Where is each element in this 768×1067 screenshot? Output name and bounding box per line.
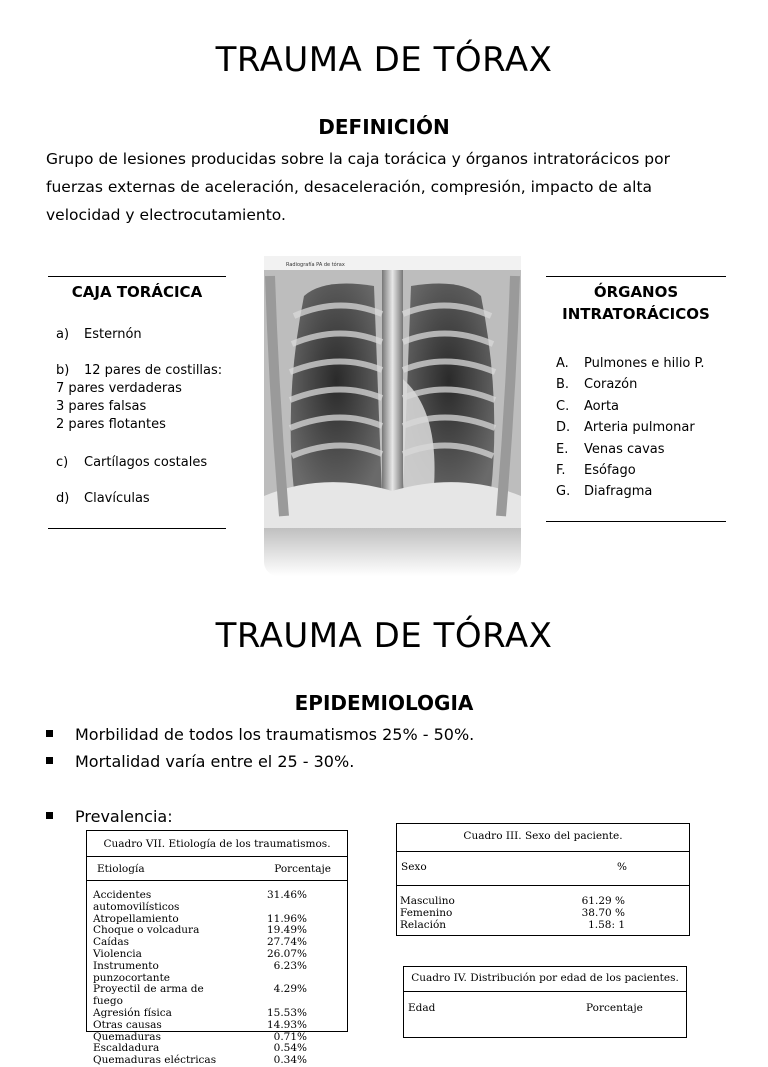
table-row: Accidentes automovilísticos 31.46% bbox=[93, 889, 307, 913]
etiologia-rows bbox=[87, 881, 347, 1067]
table-caption: Cuadro III. Sexo del paciente. bbox=[397, 824, 689, 852]
table-row: Choque o volcadura 19.49% bbox=[93, 924, 307, 937]
table-header bbox=[404, 992, 686, 1024]
edad-table bbox=[403, 966, 687, 1038]
caja-heading: CAJA TORÁCICA bbox=[71, 283, 203, 301]
list-item: a) Esternón bbox=[56, 327, 142, 342]
table-header bbox=[87, 857, 347, 881]
table-row: Atropellamiento 11.96% bbox=[93, 912, 307, 925]
list-item: d) Clavículas bbox=[56, 491, 150, 506]
table-row: Masculino 61.29 % bbox=[400, 895, 625, 907]
list-item: b) 12 pares de costillas: bbox=[56, 363, 223, 378]
xray-caption: Radiografía PA de tórax bbox=[286, 262, 345, 268]
table-row: Escaldadura 0.54% bbox=[93, 1042, 307, 1055]
definition-line: Grupo de lesiones producidas sobre la caja torácica y órganos intratorácicos por bbox=[46, 150, 670, 168]
table-row: Femenino 38.70 % bbox=[400, 906, 625, 919]
epidemiologia-heading: EPIDEMIOLOGIA bbox=[294, 691, 474, 715]
table-header bbox=[397, 852, 689, 886]
bullet-item: Prevalencia: bbox=[46, 804, 173, 830]
list-item: D. Arteria pulmonar bbox=[556, 420, 695, 436]
bullet-square-icon bbox=[46, 757, 53, 764]
bullet-item: Mortalidad varía entre el 25 - 30%. bbox=[46, 749, 354, 775]
list-item: F. Esófago bbox=[556, 463, 636, 479]
table-row: Otras causas 14.93% bbox=[93, 1018, 307, 1031]
table-caption: Cuadro IV. Distribución por edad de los pacientes. bbox=[404, 967, 686, 992]
list-item: 3 pares falsas bbox=[56, 399, 147, 414]
table-header-cell: Etiología bbox=[97, 863, 145, 875]
sexo-rows bbox=[397, 886, 689, 931]
table-row: Violencia 26.07% bbox=[93, 947, 307, 960]
table-row: Quemaduras 0.71% bbox=[93, 1030, 307, 1043]
definicion-heading: DEFINICIÓN bbox=[318, 115, 450, 139]
organos-bottom-rule bbox=[546, 521, 726, 522]
caja-bottom-rule bbox=[48, 528, 226, 529]
table-header-cell: Porcentaje bbox=[274, 863, 331, 875]
caja-top-rule bbox=[48, 276, 226, 277]
list-item: A. Pulmones e hilio P. bbox=[556, 356, 705, 371]
etiologia-table bbox=[86, 830, 348, 1067]
table-header-cell: Porcentaje bbox=[586, 1002, 643, 1014]
table-header-cell: Sexo bbox=[401, 861, 427, 873]
list-item: 7 pares verdaderas bbox=[56, 381, 182, 396]
list-item: B. Corazón bbox=[556, 377, 638, 393]
bullet-square-icon bbox=[46, 730, 53, 737]
slide1-title: TRAUMA DE TÓRAX bbox=[215, 40, 553, 80]
chest-xray-image bbox=[264, 256, 521, 528]
sexo-table bbox=[396, 823, 690, 936]
slide2-title: TRAUMA DE TÓRAX bbox=[215, 616, 553, 656]
bullet-square-icon bbox=[46, 812, 53, 819]
organos-heading-line: INTRATORÁCICOS bbox=[562, 305, 710, 323]
xray-reflection bbox=[264, 528, 521, 576]
list-item: c) Cartílagos costales bbox=[56, 455, 208, 470]
list-item: G. Diafragma bbox=[556, 484, 653, 500]
table-header-cell: % bbox=[617, 861, 627, 873]
organos-heading bbox=[546, 281, 726, 325]
definition-text bbox=[46, 145, 726, 229]
list-item: C. Aorta bbox=[556, 398, 620, 414]
list-item: E. Venas cavas bbox=[556, 441, 665, 457]
list-item: 2 pares flotantes bbox=[56, 417, 166, 432]
organos-heading-line: ÓRGANOS bbox=[593, 283, 679, 301]
organos-list bbox=[556, 353, 726, 503]
table-row: Quemaduras eléctricas 0.34% bbox=[93, 1054, 307, 1067]
table-row: Relación 1.58: 1 bbox=[400, 918, 625, 931]
xray-graphic bbox=[264, 256, 521, 528]
table-row: Proyectil de arma de fuego 4.29% bbox=[93, 983, 307, 1008]
definition-line: velocidad y electrocutamiento. bbox=[46, 206, 286, 224]
definition-line: fuerzas externas de aceleración, desaceleración, compresión, impacto de alta bbox=[46, 178, 653, 196]
table-caption: Cuadro VII. Etiología de los traumatismos. bbox=[87, 831, 347, 857]
bullet-item: Morbilidad de todos los traumatismos 25% - 50%. bbox=[46, 722, 474, 748]
table-row: Instrumento punzocortante 6.23% bbox=[93, 959, 307, 984]
table-row: Caídas 27.74% bbox=[93, 936, 307, 949]
organos-top-rule bbox=[546, 276, 726, 277]
table-header-cell: Edad bbox=[408, 1002, 436, 1014]
table-row: Agresión física 15.53% bbox=[93, 1006, 307, 1019]
